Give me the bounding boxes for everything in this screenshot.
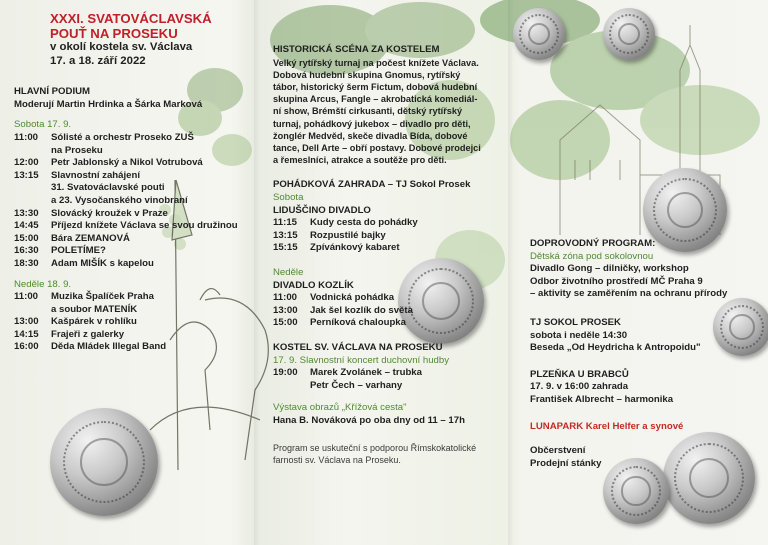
schedule-item: [273, 367, 503, 380]
schedule-item: [14, 291, 249, 316]
text-line: 17. 9. v 16:00 zahrada: [530, 381, 629, 393]
schedule-item: [14, 233, 249, 246]
section-header: HLAVNÍ PODIUM: [14, 86, 91, 98]
schedule-time: 18:30: [14, 257, 39, 269]
coin-image: [603, 8, 655, 60]
schedule-text: Slavnostní zahájení: [51, 169, 141, 181]
section-header: TJ SOKOL PROSEK: [530, 316, 621, 328]
schedule-time: 11:00: [14, 131, 39, 143]
event-subtitle: [50, 41, 249, 68]
schedule-item: [273, 317, 503, 330]
text-line: turnaj, pohádkový jukebox – divadlo pro děti,: [273, 118, 471, 129]
event-title-line: POUŤ NA PROSEKU: [50, 25, 178, 41]
schedule-time: 16:00: [14, 341, 39, 353]
schedule-time: 13:00: [14, 316, 39, 328]
schedule-text: Zpívánkový kabaret: [310, 242, 400, 254]
schedule-text: Perníková chaloupka: [310, 317, 406, 329]
text-line: a řemeslníci, atrakce a soutěže pro děti.: [273, 155, 447, 166]
column-historic-and-garden: [273, 44, 503, 466]
schedule-text: Muzika Špalíček Praha: [51, 291, 154, 303]
text-line: Dobová hudební skupina Gnomus, rytířský: [273, 69, 461, 80]
schedule-text: Kašpárek v rohlíku: [51, 316, 137, 328]
schedule-text: Adam MIŠÍK s kapelou: [51, 257, 154, 269]
exhibition-header: Výstava obrazů „Křížová cesta": [273, 402, 407, 414]
schedule-item: [14, 208, 249, 221]
schedule-time: 15:00: [14, 232, 39, 244]
text-line: sobota i neděle 14:30: [530, 329, 628, 341]
schedule-time: 14:45: [14, 220, 39, 232]
text-line: František Albrecht – harmonika: [530, 393, 674, 405]
schedule-item: [14, 341, 249, 354]
schedule-text: na Proseku: [51, 144, 103, 156]
schedule-time: 11:15: [273, 217, 298, 229]
schedule-item: [14, 329, 249, 342]
text-line: farnosti sv. Václava na Proseku.: [273, 454, 401, 465]
schedule-text: a soubor MATENÍK: [51, 303, 138, 315]
schedule-time: 13:30: [14, 207, 39, 219]
text-line: Odbor životního prostředí MČ Praha 9: [530, 275, 703, 287]
text-line: Divadlo Gong – dilničky, workshop: [530, 263, 689, 275]
schedule-text: Slovácký kroužek v Praze: [51, 207, 168, 219]
schedule-time: 11:00: [14, 291, 39, 303]
schedule-text: 31. Svatováclavské pouti: [51, 182, 165, 194]
schedule-time: 14:15: [14, 328, 39, 340]
schedule-time: 15:15: [273, 242, 298, 254]
event-title: [50, 12, 249, 41]
section-header: DOPROVODNÝ PROGRAM:: [530, 238, 656, 249]
text-line: Program se uskuteční s podporou Římskokatolické: [273, 442, 477, 453]
schedule-time: 16:30: [14, 245, 39, 257]
schedule-item: [273, 242, 503, 255]
schedule-time: 11:00: [273, 292, 298, 304]
concert-date-line: 17. 9. Slavnostní koncert duchovní hudby: [273, 354, 449, 366]
sponsor-note: [273, 442, 503, 466]
section-header: KOSTEL SV. VÁCLAVA NA PROSEKU: [273, 341, 443, 353]
coin-image: [50, 408, 158, 516]
section-header: PLZEŇKA U BRABCŮ: [530, 368, 629, 380]
schedule-text: Petr Čech – varhany: [310, 379, 403, 391]
schedule-text: Marek Zvolánek – trubka: [310, 367, 422, 379]
day-label: Sobota: [273, 192, 304, 204]
schedule-item: [273, 305, 503, 318]
schedule-item: [14, 170, 249, 208]
day-label: Neděle: [273, 266, 304, 278]
text-line: skupina Arcus, Fangle – akrobatická komediál-: [273, 94, 478, 105]
schedule-item: [14, 245, 249, 258]
schedule-item: [14, 220, 249, 233]
schedule-text: Vodnická pohádka: [310, 292, 395, 304]
event-title-line: XXXI. SVATOVÁCLAVSKÁ: [50, 11, 212, 26]
event-location: v okolí kostela sv. Václava: [50, 41, 193, 54]
schedule-text: POLETÍME?: [51, 245, 106, 257]
schedule-time: 12:00: [14, 157, 39, 169]
text-line: Velký rytířský turnaj na počest knížete Václava.: [273, 57, 479, 68]
historic-description: [273, 57, 503, 167]
schedule-text: Rozpustilé bajky: [310, 229, 386, 241]
coin-image: [513, 8, 565, 60]
schedule-item: [14, 316, 249, 329]
schedule-item: [14, 157, 249, 170]
text-line: Prodejní stánky: [530, 457, 602, 469]
schedule-time: 13:15: [273, 229, 298, 241]
lunapark-line: LUNAPARK Karel Helfer a synové: [530, 420, 684, 432]
schedule-time: 15:00: [273, 317, 298, 329]
column-main-stage: [14, 12, 249, 354]
schedule-item: [273, 292, 503, 305]
day-label: Neděle 18. 9.: [14, 278, 72, 290]
schedule-item: [14, 258, 249, 271]
subheader: Dětská zóna pod sokolovnou: [530, 250, 654, 262]
schedule-text: a 23. Vysočanského vinobraní: [51, 194, 188, 206]
hosts-line: Moderují Martin Hrdinka a Šárka Marková: [14, 98, 203, 110]
exhibition-line: Hana B. Nováková po oba dny od 11 – 17h: [273, 414, 465, 426]
column-accompanying: [530, 238, 758, 470]
text-line: Beseda „Od Heydricha k Antropoidu": [530, 342, 701, 354]
text-line: – aktivity se zaměřením na ochranu přírody: [530, 288, 728, 300]
text-line: tance, Dell Arte – obří postavy. Dobové prodejci: [273, 143, 481, 154]
schedule-text: Kudy cesta do pohádky: [310, 217, 418, 229]
schedule-item: [273, 380, 503, 393]
schedule-time: 19:00: [273, 367, 298, 379]
schedule-item: [273, 230, 503, 243]
section-header: POHÁDKOVÁ ZAHRADA – TJ Sokol Prosek: [273, 179, 471, 191]
schedule-item: [14, 132, 249, 157]
schedule-text: Příjezd knížete Václava se svou družinou: [51, 220, 238, 232]
schedule-text: Jak šel kozlík do světa: [310, 304, 413, 316]
text-line: tábor, historický šerm Fictum, dobová hudební: [273, 82, 478, 92]
section-header: HISTORICKÁ SCÉNA ZA KOSTELEM: [273, 44, 440, 55]
theatre-name: DIVADLO KOZLÍK: [273, 279, 354, 291]
theatre-name: LIDUŠČINO DIVADLO: [273, 204, 371, 216]
schedule-text: Frajeři z galerky: [51, 328, 125, 340]
text-line: žonglér Medvěd, skeče divadla Bída, dobové: [273, 130, 468, 141]
schedule-text: Děda Mládek Illegal Band: [51, 341, 167, 353]
schedule-item: [273, 217, 503, 230]
schedule-time: 13:15: [14, 169, 39, 181]
schedule-time: 13:00: [273, 304, 298, 316]
text-line: Občerstvení: [530, 445, 586, 457]
schedule-text: Bára ZEMANOVÁ: [51, 232, 130, 244]
text-line: ní show, Brémští cirkusanti, dětský rytířský: [273, 106, 463, 117]
day-label: Sobota 17. 9.: [14, 119, 72, 131]
schedule-text: Petr Jablonský a Nikol Votrubová: [51, 157, 203, 169]
schedule-text: Sólisté a orchestr Proseko ZUŠ: [51, 131, 194, 143]
event-dates: 17. a 18. září 2022: [50, 54, 146, 67]
